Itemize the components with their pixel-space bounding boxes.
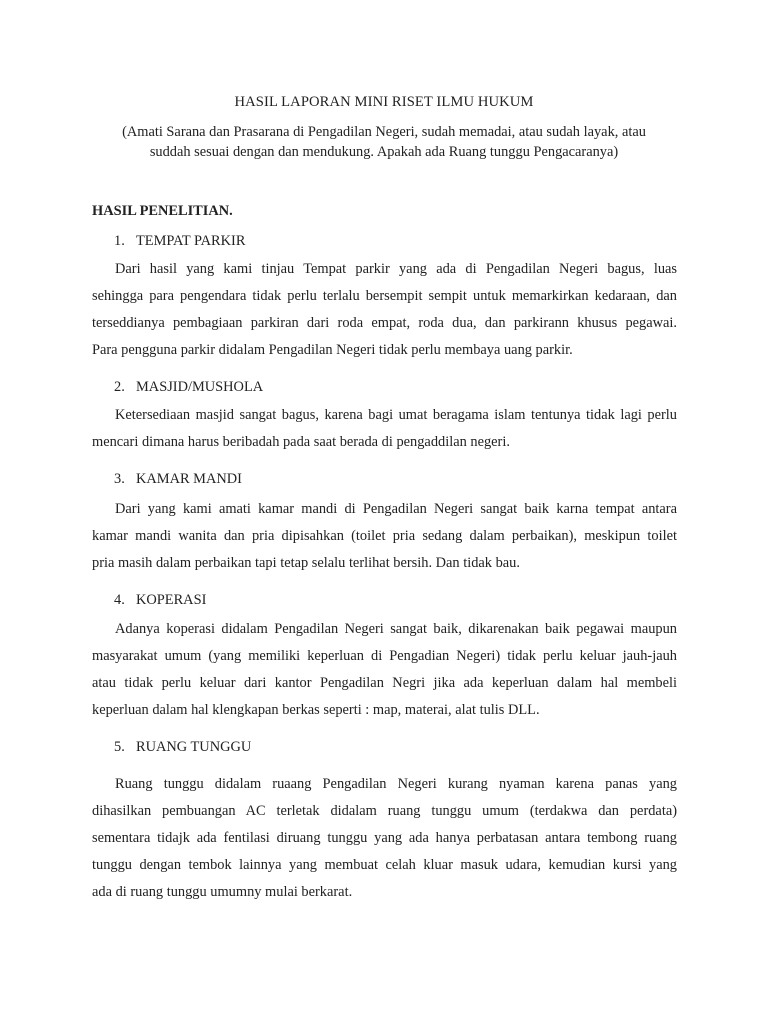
item-number: 3. <box>114 471 125 487</box>
document-title: HASIL LAPORAN MINI RISET ILMU HUKUM <box>234 94 534 110</box>
item-title: KAMAR MANDI <box>136 471 242 487</box>
paragraph-line: ada di ruang tunggu umumny mulai berkarat. <box>92 884 353 900</box>
paragraph-line: mencari dimana harus beribadah pada saat berada di pengaddilan negeri. <box>92 434 510 450</box>
item-number: 1. <box>114 233 125 249</box>
document-subtitle <box>100 122 668 162</box>
paragraph-koperasi <box>92 616 677 724</box>
paragraph-line: sementara tidajk ada fentilasi diruang tunggu yang ada hanya perbatasan antara tembong ruang <box>92 830 677 846</box>
item-title: RUANG TUNGGU <box>136 739 252 755</box>
paragraph-line: Dari hasil yang kami tinjau Tempat parkir yang ada di Pengadilan Negeri bagus, luas <box>115 261 677 277</box>
item-number: 2. <box>114 379 125 395</box>
paragraph-line: Adanya koperasi didalam Pengadilan Negeri sangat baik, dikarenakan baik pegawai maupun <box>115 621 677 637</box>
subtitle-line: (Amati Sarana dan Prasarana di Pengadilan Negeri, sudah memadai, atau sudah layak, atau <box>122 124 646 140</box>
paragraph-line: Ruang tunggu didalam ruaang Pengadilan Negeri kurang nyaman karena panas yang <box>115 776 677 792</box>
paragraph-tempat-parkir <box>92 256 677 364</box>
item-number: 5. <box>114 739 125 755</box>
paragraph-line: sehingga para pengendara tidak perlu terlalu bersempit sempit untuk memarkirkan kedaraan, dan <box>92 288 677 304</box>
paragraph-line: dihasilkan pembuangan AC terletak didalam ruang tunggu umum (terdakwa dan perdata) <box>92 803 677 819</box>
paragraph-kamar-mandi <box>92 496 677 577</box>
paragraph-line: atau tidak perlu keluar dari kantor Pengadilan Negri jika ada keperluan dalam hal membeli <box>92 675 677 691</box>
paragraph-line: tunggu dengan tembok lainnya yang membuat celah kluar masuk udara, kemudian kursi yang <box>92 857 677 873</box>
item-heading-tempat-parkir <box>114 231 245 251</box>
section-heading: HASIL PENELITIAN. <box>92 203 233 219</box>
paragraph-ruang-tunggu <box>92 771 677 906</box>
paragraph-line: kamar mandi wanita dan pria dipisahkan (toilet pria sedang dalam perbaikan), meskipun toilet <box>92 528 677 544</box>
item-number: 4. <box>114 592 125 608</box>
paragraph-line: terseddianya pembagiaan parkiran dari roda empat, roda dua, dan parkirann khusus pegawai. <box>92 315 677 331</box>
paragraph-masjid-mushola <box>92 402 677 456</box>
item-heading-kamar-mandi <box>114 469 242 489</box>
paragraph-line: Para pengguna parkir didalam Pengadilan Negeri tidak perlu membaya uang parkir. <box>92 342 573 358</box>
paragraph-line: Ketersediaan masjid sangat bagus, karena bagi umat beragama islam tentunya tidak lagi perlu <box>115 407 677 423</box>
paragraph-line: Dari yang kami amati kamar mandi di Pengadilan Negeri sangat baik karna tempat antara <box>115 501 677 517</box>
paragraph-line: keperluan dalam hal klengkapan berkas seperti : map, materai, alat tulis DLL. <box>92 702 540 718</box>
item-title: MASJID/MUSHOLA <box>136 379 264 395</box>
paragraph-line: pria masih dalam perbaikan tapi tetap selalu terlihat bersih. Dan tidak bau. <box>92 555 520 571</box>
subtitle-line: suddah sesuai dengan dan mendukung. Apakah ada Ruang tunggu Pengacaranya) <box>149 144 619 160</box>
item-heading-koperasi <box>114 590 206 610</box>
item-title: TEMPAT PARKIR <box>136 233 246 249</box>
item-title: KOPERASI <box>136 592 207 608</box>
paragraph-line: masyarakat umum (yang memiliki keperluan di Pengadian Negeri) tidak perlu keluar jauh-jauh <box>92 648 677 664</box>
item-heading-masjid-mushola <box>114 377 263 397</box>
item-heading-ruang-tunggu <box>114 737 251 757</box>
